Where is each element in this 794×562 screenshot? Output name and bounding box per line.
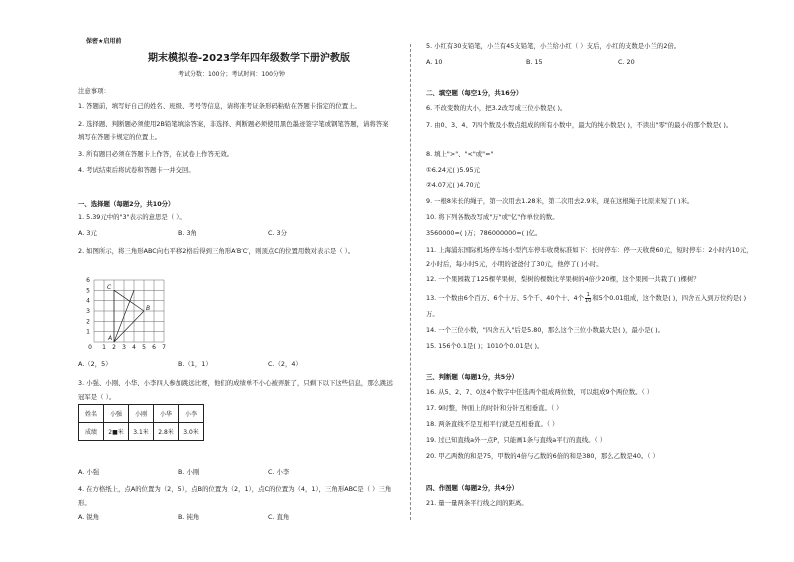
table-row — [79, 405, 204, 423]
q3-option-a[interactable]: A. 小强 — [78, 468, 100, 476]
table-cell: 2.8米 — [154, 423, 179, 441]
note-item: 2. 选择题、判断题必须使用2B铅笔填涂答案，非选择、判断题必须使用黑色墨迹签字笔或钢笔答题，请将答案填写在答题卡规定的位置上。 — [78, 120, 389, 141]
q5-option-a[interactable]: A. 10 — [426, 58, 443, 66]
question-10: 10. 将下列各数改写成"万"或"亿"作单位的数。 — [426, 213, 559, 221]
grid-y-label: 2 — [86, 318, 90, 326]
table-header-cell: 小华 — [154, 405, 179, 423]
fraction-denominator: 10 — [585, 297, 592, 304]
section-judge-heading: 三、判断题（每题1分，共5分） — [426, 373, 518, 381]
question-15: 15. 156个0.1是( )；1010个0.01是( )。 — [426, 342, 544, 350]
section-choice-heading: 一、选择题（每题2分，共10分） — [78, 200, 175, 208]
question-18: 18. 两条直线不是互相平行就是互相垂直。（ ） — [426, 420, 559, 428]
table-cell: 成绩 — [79, 423, 104, 441]
grid-x-label: 6 — [152, 344, 156, 351]
grid-y-label: 6 — [86, 277, 90, 284]
grid-x-label: 1 — [102, 344, 106, 351]
grid-y-label: 3 — [86, 308, 90, 315]
column-divider — [410, 44, 411, 520]
question-19: 19. 过已知直线a外一点P，只能画1条与直线a平行的直线。（ ） — [426, 436, 607, 444]
secret-label: 保密★启用前 — [86, 38, 122, 45]
question-9: 9. 一根8米长的绳子，第一次用去1.28米，第二次用去2.9米，现在这根绳子比原来短了( )米。 — [426, 197, 694, 205]
question-11: 11. 上海浦东国际机场停车场小型汽车停车收费标准如下：长时停车：停一天收费60元，短时停车：2小时内10元，2小时后，每小时5元，小明的爸爸付了30元，他停了( )小时。 — [426, 246, 753, 268]
table-cell: 2■米 — [104, 423, 129, 441]
question-8: 8. 填上">"、"<"或"=" — [426, 150, 494, 158]
question-13 — [426, 290, 754, 322]
question-8-a: ①6.24元( )5.95元 — [426, 166, 480, 174]
exam-info: 考试分数：100分；考试时间：100分钟 — [178, 71, 285, 78]
grid-x-label: 2 — [112, 344, 116, 351]
q4-option-b[interactable]: B. 钝角 — [178, 513, 200, 521]
grid-x-label: 4 — [132, 344, 136, 351]
table-header-cell: 姓名 — [79, 405, 104, 423]
question-2: 2. 如图所示，将三角形ABC向右平移2格后得到三角形A′B′C′，则顶点C的位置用数对表示是（ ）。 — [78, 247, 355, 255]
table-cell: 3.1米 — [129, 423, 154, 441]
q3-option-c[interactable]: C. 小李 — [268, 468, 290, 476]
q4-option-c[interactable]: C. 直角 — [268, 513, 290, 521]
q13-text-pre: 13. 一个数由6个百万、6个十万、5个千、40个十、4个 — [426, 294, 585, 302]
question-4: 4. 在方格纸上，点A的位置为（2，5），点B的位置为（2，1），点C的位置为（4，1），三角形ABC是（ ）三角形。 — [78, 485, 392, 507]
question-6: 6. 不改变数的大小，把3.2改写成三位小数是( )。 — [426, 104, 567, 112]
section-fill-heading: 二、填空题（每空1分，共16分） — [426, 89, 523, 97]
note-item: 1. 答题前，填写好自己的姓名、班级、考号等信息，请将准考证条形码粘贴在答题卡指定的位置上。 — [78, 102, 361, 110]
q1-option-c[interactable]: C. 3分 — [268, 229, 287, 237]
grid-y-label: 4 — [86, 297, 90, 305]
note-item: 3. 所有题目必须在答题卡上作答，在试卷上作答无效。 — [78, 150, 234, 158]
q2-option-b[interactable]: B.（1，1） — [178, 360, 212, 368]
q1-option-b[interactable]: B. 3角 — [178, 229, 197, 237]
q1-option-a[interactable]: A. 3元 — [78, 229, 97, 237]
grid-y-label: 1 — [86, 328, 90, 336]
q2-option-a[interactable]: A.（2，5） — [78, 360, 112, 368]
question-21: 21. 量一量两条平行线之间的距离。 — [426, 499, 528, 507]
long-jump-score-table — [78, 404, 204, 441]
grid-x-label: 7 — [162, 344, 166, 351]
q2-option-c[interactable]: C.（2，4） — [268, 360, 302, 368]
question-20: 20. 甲乙两数的和是75，甲数的4倍与乙数的6倍的和是380，那么乙数是40。（ ） — [426, 452, 659, 460]
point-c-label: C — [107, 284, 112, 291]
q5-option-b[interactable]: B. 15 — [526, 58, 543, 66]
table-header-cell: 小李 — [179, 405, 204, 423]
grid-lines — [94, 280, 164, 342]
table-cell: 3.0米 — [179, 423, 204, 441]
question-8-b: ②4.07元( )4.70元 — [426, 181, 480, 189]
question-5: 5. 小红有30支铅笔，小兰有45支铅笔，小兰给小红（ ）支后，小红的支数是小兰的2倍。 — [426, 42, 681, 50]
table-header-cell: 小刚 — [129, 405, 154, 423]
question-3: 3. 小强、小刚、小华、小李四人参加跳远比赛，他们的成绩单不小心被弄脏了，只剩下以下这些信息，那么跳远冠军是（ ）。 — [78, 379, 393, 401]
table-header-cell: 小强 — [104, 405, 129, 423]
q3-option-b[interactable]: B. 小刚 — [178, 468, 200, 476]
section-draw-heading: 四、作图题（每题2分，共4分） — [426, 484, 518, 492]
coordinate-grid-figure — [84, 274, 184, 352]
question-14: 14. 一个三位小数，"四舍五入"后是5.80，那么这个三位小数最大是( )，最小是( )。 — [426, 326, 665, 334]
grid-x-label: 5 — [142, 344, 146, 351]
note-item: 4. 考试结束后将试卷和答题卡一并交回。 — [78, 166, 195, 174]
question-1: 1. 5.39元中的"3"表示的意思是（ ）。 — [78, 213, 186, 221]
q5-option-c[interactable]: C. 20 — [618, 58, 635, 66]
q13-text-post: 和5个0.01组成，这个数是( )，四舍五入到万位约是( )万。 — [426, 294, 747, 318]
question-7: 7. 由0、3、4、7四个数及小数点组成的所有小数中，最大的纯小数是( )，不读出"零"的最小的那个数是( )。 — [426, 121, 733, 129]
question-17: 17. 9时整，钟面上的时针和分针互相垂直。（ ） — [426, 404, 563, 412]
point-b-label: B — [146, 305, 151, 312]
table-row — [79, 423, 204, 441]
q4-option-a[interactable]: A. 锐角 — [78, 513, 100, 521]
point-a-label: A — [108, 335, 113, 342]
question-12: 12. 一个果园栽了125棵苹果树，梨树的棵数比苹果树的4倍少20棵，这个果园一共栽了( )棵树？ — [426, 275, 700, 283]
triangle-abc — [114, 290, 144, 342]
grid-y-label: 5 — [86, 287, 90, 295]
page-title: 期末模拟卷-2023学年四年级数学下册沪教版 — [148, 53, 350, 64]
notes-heading: 注意事项： — [78, 87, 110, 95]
grid-x-label: 3 — [122, 344, 126, 351]
fraction-one-tenth — [585, 293, 591, 304]
fraction-numerator: 1 — [586, 291, 590, 298]
question-16: 16. 从5、2、7、0这4个数字中任选两个组成两位数，可以组成9个两位数。（ ） — [426, 388, 654, 396]
question-10-a: 3560000=( )万；786000000=( )亿。 — [426, 229, 542, 237]
grid-origin-label: 0 — [88, 344, 92, 351]
